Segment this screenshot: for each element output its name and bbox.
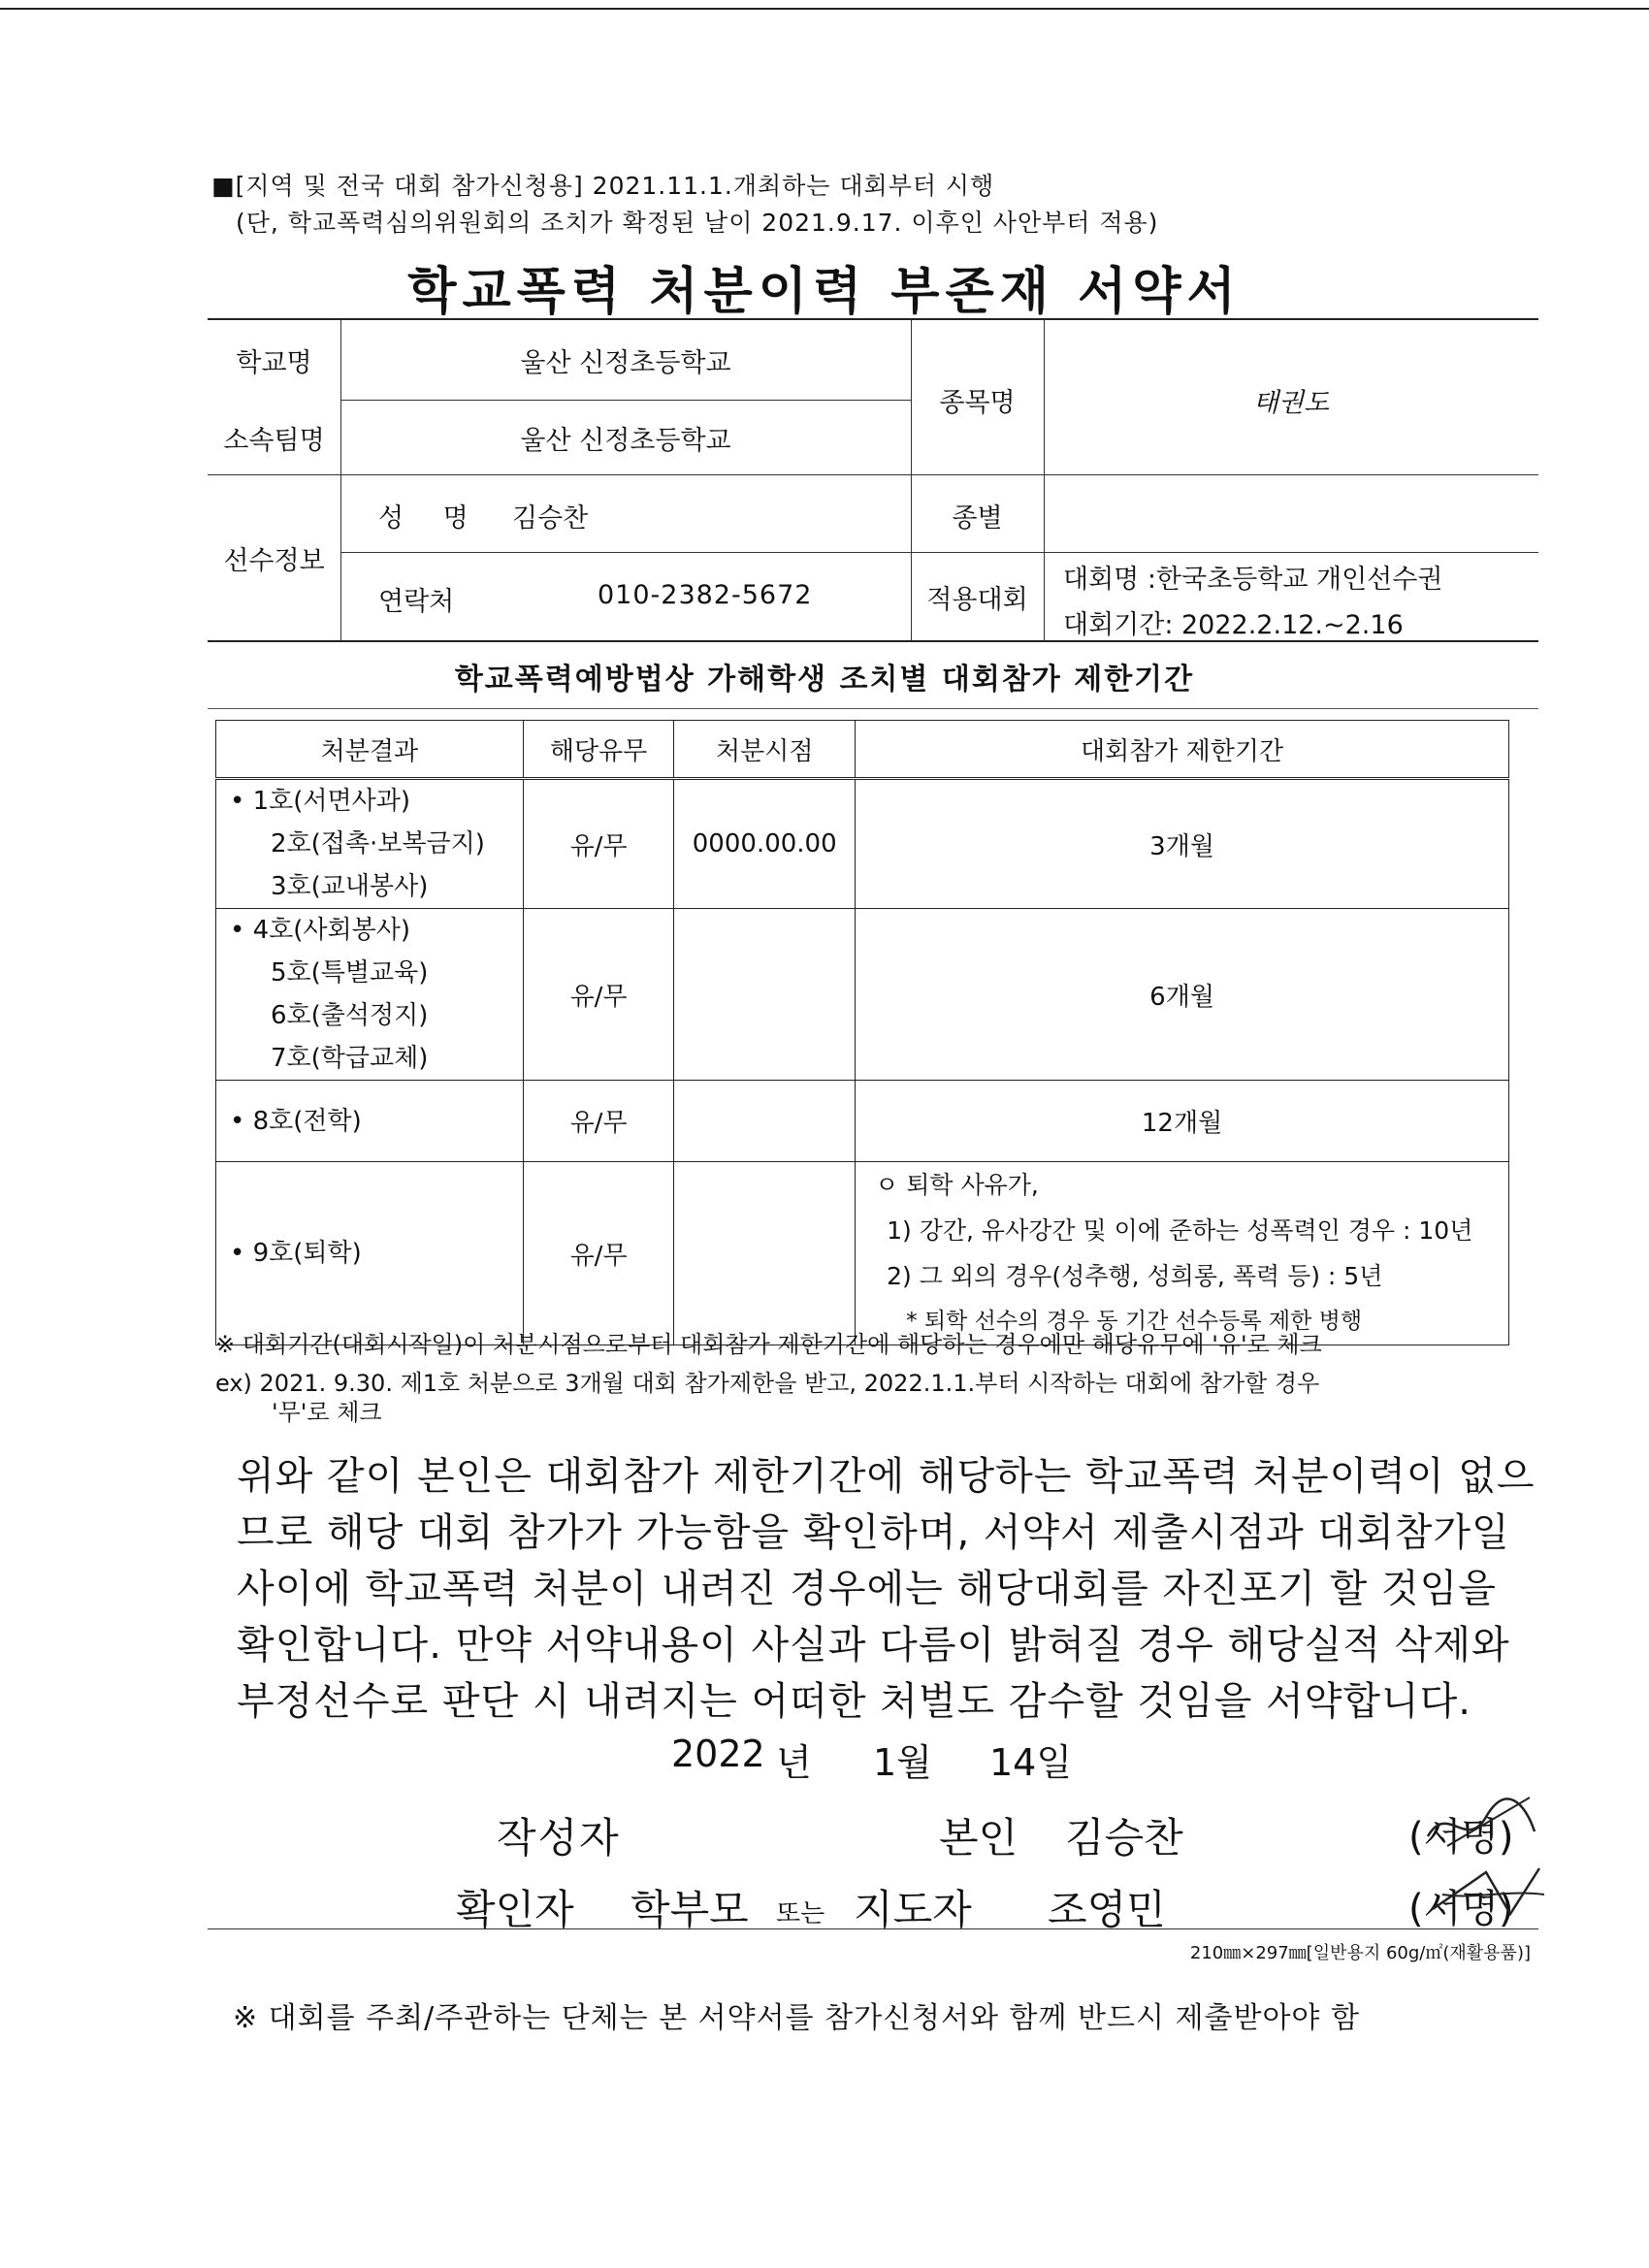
period-cell: 12개월 [856, 1081, 1509, 1162]
restriction-title: 학교폭력예방법상 가해학생 조치별 대회참가 제한기간 [454, 663, 1195, 697]
period-note: 2) 그 외의 경우(성추행, 성희롱, 폭력 등) : 5년 [887, 1262, 1383, 1290]
author-name: 김승찬 [1065, 1814, 1183, 1862]
confirmer-sign-label: (서명) [1408, 1887, 1514, 1931]
result-item: 6호(출석정지) [271, 1001, 429, 1030]
signature-scribble [1418, 1793, 1544, 1861]
pledge-line: 부정선수로 판단 시 내려지는 어떠한 처벌도 감수할 것임을 서약합니다. [237, 1679, 1471, 1724]
self-label: 본인 [939, 1814, 1018, 1862]
pledge-line: 사이에 학교폭력 처분이 내려진 경우에는 해당대회를 자진포기 할 것임을 [237, 1567, 1497, 1611]
player-info-label: 선수정보 [223, 546, 325, 576]
note-line-1: ※ 대회기간(대회시작일)이 처분시점으로부터 대회참가 제한기간에 해당하는 경우에만 해당유무에 '유'로 체크 [215, 1331, 1322, 1358]
header-line-1: ■[지역 및 전국 대회 참가신청용] 2021.11.1.개최하는 대회부터 시행 [211, 172, 995, 200]
applicable-cell: 유/무 [523, 909, 673, 1081]
date-cell: 0000.00.00 [674, 779, 856, 909]
date-cell [674, 1081, 856, 1162]
signature-rule [208, 1928, 1538, 1929]
category-label: 종별 [952, 503, 1003, 534]
pledge-line: 위와 같이 본인은 대회참가 제한기간에 해당하는 학교폭력 처분이력이 없으 [237, 1454, 1536, 1499]
period-note: ㅇ 퇴학 사유가, [875, 1171, 1039, 1199]
info-divider [340, 400, 911, 401]
col-header-result: 처분결과 [216, 721, 524, 779]
author-label: 작성자 [497, 1814, 621, 1862]
result-item: • 9호(퇴학) [230, 1239, 362, 1268]
date-cell [674, 1162, 856, 1345]
note-line-3: '무'로 체크 [272, 1399, 382, 1426]
contact-value: 010-2382-5672 [598, 580, 813, 610]
date-day: 14일 [989, 1741, 1073, 1784]
period-cell [856, 1162, 1509, 1345]
pledge-paragraph [237, 1448, 1536, 1730]
school-value: 울산 신정초등학교 [520, 348, 731, 378]
coach-label: 지도자 [854, 1886, 972, 1933]
table-row [216, 1081, 1509, 1162]
result-item: 3호(교내봉사) [271, 872, 429, 901]
author-sign-label: (서명) [1408, 1815, 1514, 1860]
result-cell [216, 1162, 524, 1345]
date-year-unit: 년 [776, 1741, 812, 1784]
date-month: 1월 [873, 1741, 932, 1784]
date-year: 2022 [671, 1733, 765, 1775]
date-cell [674, 909, 856, 1081]
name-value: 김승찬 [512, 503, 589, 534]
result-item: 7호(학급교체) [271, 1044, 429, 1073]
result-item: 5호(특별교육) [271, 958, 429, 988]
applicable-cell: 유/무 [523, 779, 673, 909]
confirmer-name: 조영민 [1048, 1886, 1166, 1933]
period-note: * 퇴학 선수의 경우 동 기간 선수등록 제한 병행 [906, 1309, 1363, 1334]
team-value: 울산 신정초등학교 [520, 426, 731, 456]
restriction-rule [208, 708, 1538, 709]
table-row [216, 1162, 1509, 1345]
parent-label: 학부모 [630, 1886, 749, 1933]
competition-period: 대회기간: 2022.2.12.~2.16 [1063, 610, 1404, 640]
result-cell [216, 779, 524, 909]
info-divider [340, 552, 1538, 553]
school-label: 학교명 [236, 348, 312, 378]
pledge-line: 므로 해당 대회 참가가 가능함을 확인하며, 서약서 제출시점과 대회참가일 [237, 1510, 1510, 1555]
period-cell: 3개월 [856, 779, 1509, 909]
restriction-table [215, 720, 1509, 1345]
name-label: 성 명 [378, 503, 484, 534]
info-divider [208, 474, 1538, 475]
pledge-line: 확인합니다. 만약 서약내용이 사실과 다름이 밝혀질 경우 해당실적 삭제와 [237, 1623, 1510, 1668]
info-divider [1044, 320, 1045, 640]
competition-name: 대회명 :한국초등학교 개인선수권 [1063, 565, 1443, 595]
result-cell [216, 1081, 524, 1162]
table-row [216, 779, 1509, 909]
period-note: 1) 강간, 유사강간 및 이에 준하는 성폭력인 경우 : 10년 [887, 1216, 1473, 1245]
col-header-applicable: 해당유무 [523, 721, 673, 779]
result-item: • 4호(사회봉사) [230, 916, 411, 945]
header-line-2: (단, 학교폭력심의위원회의 조치가 확정된 날이 2021.9.17. 이후인 사안부터 적용) [236, 209, 1159, 237]
result-cell [216, 909, 524, 1081]
signature-scribble [1418, 1861, 1554, 1928]
team-label: 소속팀명 [223, 426, 325, 456]
note-line-2: ex) 2021. 9.30. 제1호 처분으로 3개월 대회 참가제한을 받고, 2022.1.1.부터 시작하는 대회에 참가할 경우 [215, 1370, 1320, 1397]
event-label: 종목명 [939, 388, 1016, 418]
confirmer-label: 확인자 [456, 1886, 574, 1933]
paper-spec: 210㎜×297㎜[일반용지 60g/㎡(재활용품)] [1189, 1943, 1531, 1963]
applicable-cell: 유/무 [523, 1081, 673, 1162]
applicable-cell: 유/무 [523, 1162, 673, 1345]
contact-label: 연락처 [378, 587, 455, 617]
col-header-period: 대회참가 제한기간 [856, 721, 1509, 779]
page-top-edge [0, 8, 1649, 10]
event-value: 태권도 [1252, 388, 1330, 418]
result-item: • 8호(전학) [230, 1106, 362, 1136]
result-item: • 1호(서면사과) [230, 787, 411, 816]
table-row [216, 909, 1509, 1081]
bottom-note: ※ 대회를 주최/주관하는 단체는 본 서약서를 참가신청서와 함께 반드시 제출받아야 함 [233, 2001, 1360, 2035]
col-header-date: 처분시점 [674, 721, 856, 779]
applied-competition-label: 적용대회 [926, 585, 1028, 615]
title-rule [208, 318, 1538, 320]
document-title: 학교폭력 처분이력 부존재 서약서 [407, 263, 1242, 321]
or-label: 또는 [776, 1899, 825, 1928]
result-item: 2호(접촉·보복금지) [271, 829, 485, 859]
table-header-row [216, 721, 1509, 779]
period-cell: 6개월 [856, 909, 1509, 1081]
